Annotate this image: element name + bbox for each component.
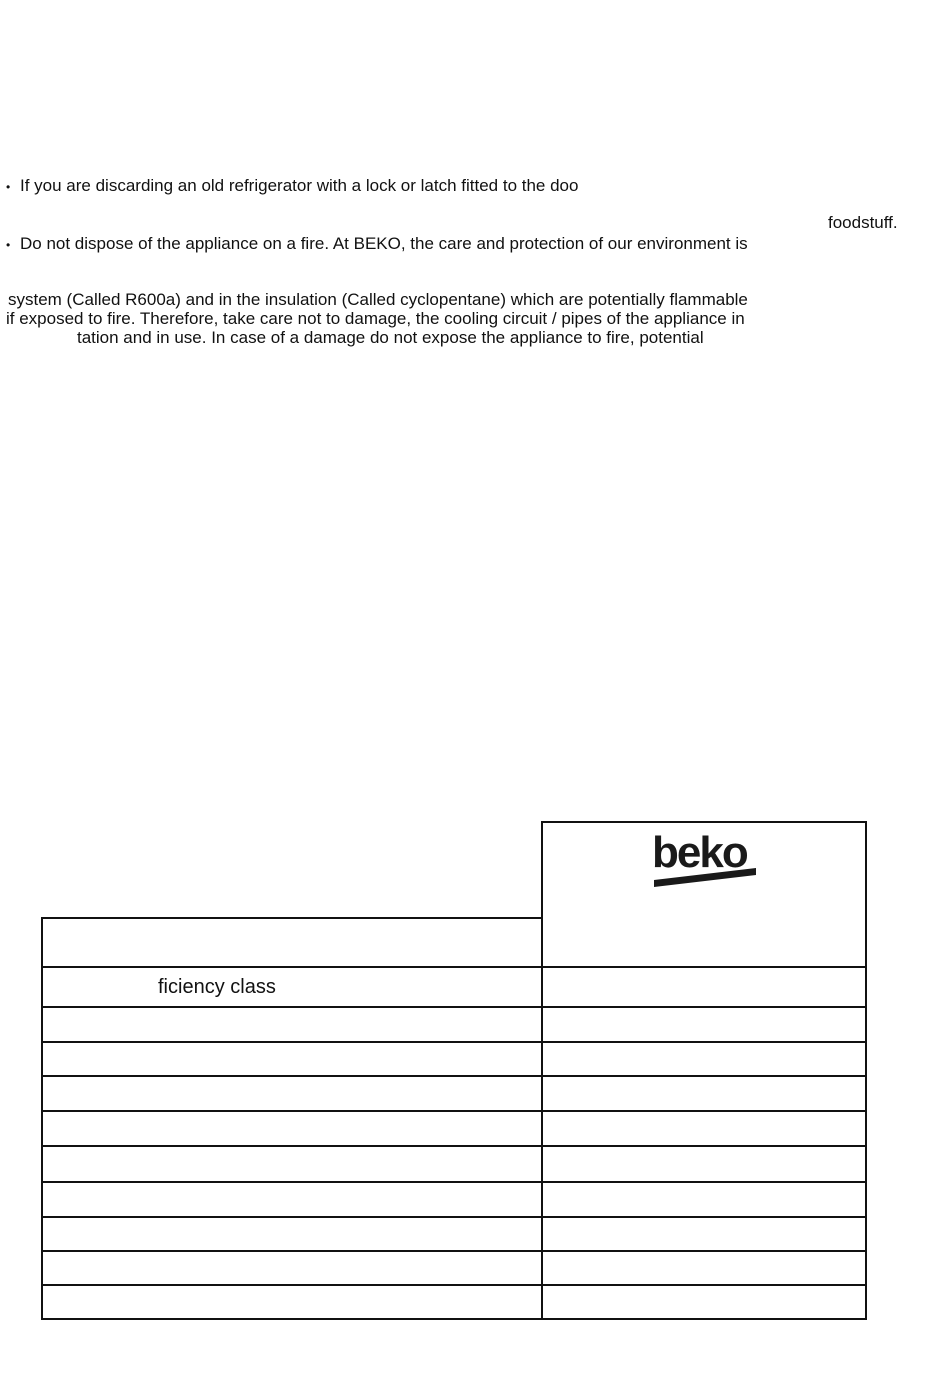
beko-logo bbox=[652, 828, 762, 895]
bullet-glyph: • bbox=[6, 180, 11, 194]
bullet-text: Do not dispose of the appliance on a fire. At BEKO, the care and protection of our environment is bbox=[20, 234, 748, 253]
bullet-item-dispose bbox=[6, 234, 748, 255]
brand-logo-text: beko bbox=[652, 828, 747, 877]
table-border bbox=[865, 821, 867, 1320]
table-row-line bbox=[41, 1075, 867, 1077]
bullet-item-discarding bbox=[6, 176, 578, 197]
table-border bbox=[41, 917, 543, 919]
table-row-line bbox=[41, 1284, 867, 1286]
table-row-line bbox=[41, 1181, 867, 1183]
table-border bbox=[41, 917, 43, 1320]
bullet-glyph: • bbox=[6, 238, 11, 252]
paragraph-line-2: if exposed to fire. Therefore, take care not to damage, the cooling circuit / pipes of the appliance in bbox=[6, 309, 745, 328]
table-row-line bbox=[41, 1110, 867, 1112]
paragraph-line-1: system (Called R600a) and in the insulation (Called cyclopentane) which are potentially flammable bbox=[8, 290, 748, 309]
table-row-line bbox=[41, 1041, 867, 1043]
table-row-line bbox=[41, 1006, 867, 1008]
bullet-item-discarding-end: foodstuff. bbox=[828, 213, 898, 232]
bullet-text: If you are discarding an old refrigerator with a lock or latch fitted to the doo bbox=[20, 176, 579, 195]
table-row-line bbox=[41, 1145, 867, 1147]
table-border bbox=[541, 821, 867, 823]
paragraph-line-3: tation and in use. In case of a damage do not expose the appliance to fire, potential bbox=[77, 328, 704, 347]
table-border bbox=[541, 821, 543, 1320]
table-cell-label: ficiency class bbox=[158, 976, 276, 998]
table-row-line bbox=[41, 1250, 867, 1252]
table-row-line bbox=[41, 966, 867, 968]
table-row-line bbox=[41, 1216, 867, 1218]
table-row-line bbox=[41, 1318, 867, 1320]
